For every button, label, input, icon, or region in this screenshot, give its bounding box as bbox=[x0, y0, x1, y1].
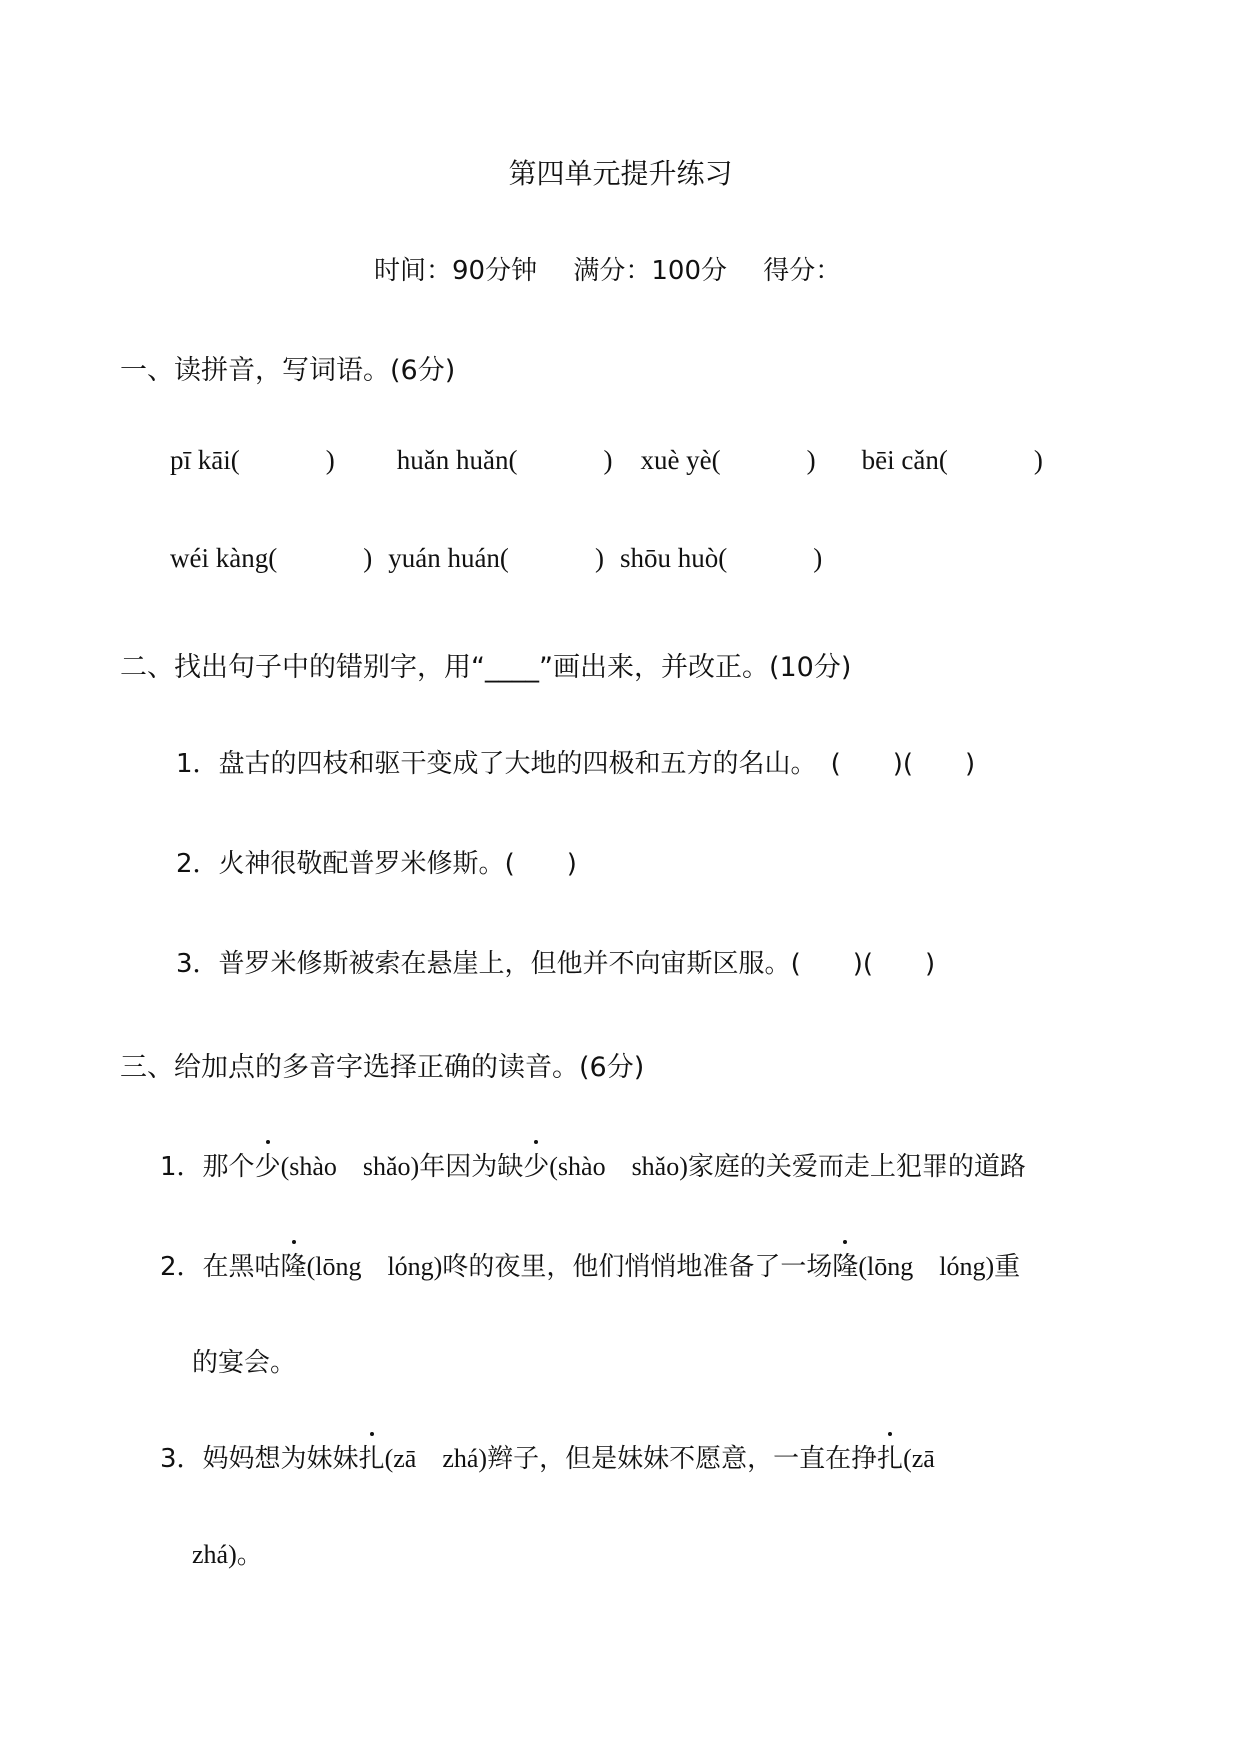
section-3-heading: 三、给加点的多音字选择正确的读音。(6分) bbox=[120, 1052, 645, 1083]
question-3-3: 3．妈妈想为妹妹扎(zā zhá)辫子，但是妹妹不愿意，一直在挣扎(zā bbox=[160, 1438, 935, 1475]
dotted-char: 隆 bbox=[281, 1246, 307, 1283]
pinyin-row-2: wéi kàng( ) yuán huán( ) shōu huò( ) bbox=[170, 543, 823, 573]
dotted-char: 隆 bbox=[832, 1246, 858, 1283]
question-3-2: 2．在黑咕隆(lōng lóng)咚的夜里，他们悄悄地准备了一场隆(lōng lóng)重 bbox=[160, 1246, 1020, 1283]
dotted-char: 少 bbox=[255, 1146, 281, 1183]
page-title: 第四单元提升练习 bbox=[508, 157, 733, 190]
score-label: 得分： bbox=[763, 256, 842, 286]
pinyin-item: bēi cǎn( bbox=[861, 445, 948, 475]
dotted-char: 扎 bbox=[359, 1438, 385, 1475]
pinyin-item: xuè yè( bbox=[640, 445, 721, 475]
exam-meta bbox=[374, 250, 869, 287]
section-1-heading: 一、读拼音，写词语。(6分) bbox=[120, 355, 456, 386]
pinyin-row-1: pī kāi( ) huǎn huǎn( ) xuè yè( ) bēi cǎn( ) bbox=[170, 445, 1043, 475]
pinyin-item: huǎn huǎn( bbox=[396, 445, 518, 475]
dotted-char: 少 bbox=[523, 1146, 549, 1183]
question-3-1: 1．那个少(shào shǎo)年因为缺少(shào shǎo)家庭的关爱而走上犯罪的道路 bbox=[160, 1146, 1026, 1183]
pinyin-item: pī kāi( bbox=[170, 445, 240, 475]
question-3-3-continuation: zhá)。 bbox=[192, 1540, 263, 1569]
pinyin-item: wéi kàng( bbox=[170, 543, 278, 573]
section-2-heading: 二、找出句子中的错别字，用“____”画出来，并改正。(10分) bbox=[120, 652, 852, 683]
dotted-char: 扎 bbox=[877, 1438, 903, 1475]
question-3-2-continuation: 的宴会。 bbox=[192, 1348, 297, 1378]
full-score-label: 满分：100分 bbox=[573, 256, 727, 286]
time-label: 时间：90分钟 bbox=[374, 256, 538, 286]
pinyin-item: yuán huán( bbox=[388, 543, 509, 573]
question-2-3: 3．普罗米修斯被索在悬崖上，但他并不向宙斯区服。( )( ) bbox=[176, 949, 936, 979]
pinyin-item: shōu huò( bbox=[619, 543, 728, 573]
question-2-1: 1．盘古的四枝和驱干变成了大地的四极和五方的名山。 ( )( ) bbox=[176, 749, 976, 779]
question-2-2: 2．火神很敬配普罗米修斯。( ) bbox=[176, 849, 577, 879]
